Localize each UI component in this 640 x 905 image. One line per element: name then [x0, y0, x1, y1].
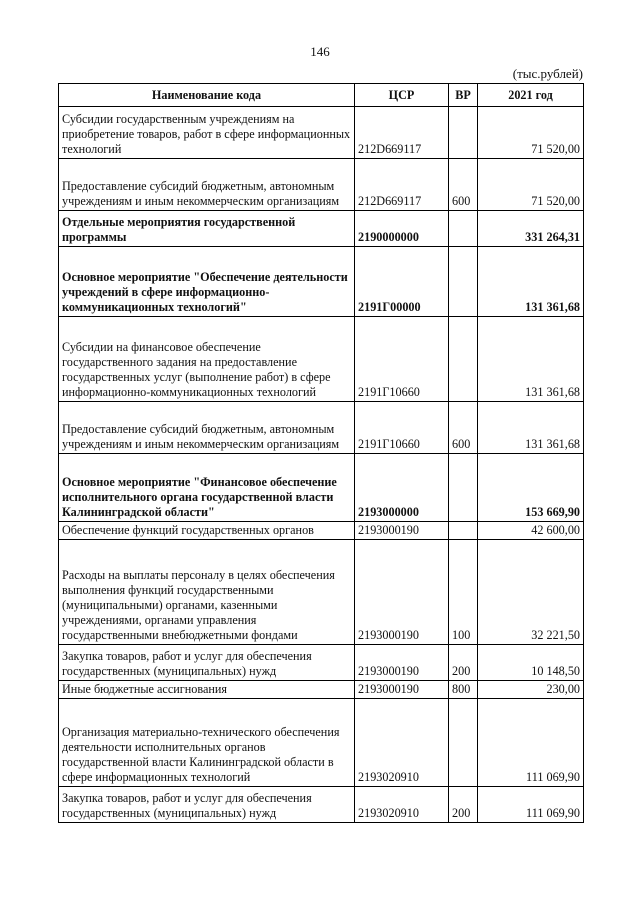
table-row: [59, 787, 584, 823]
table-row: [59, 247, 584, 317]
row-csr: 2193000190: [355, 540, 449, 645]
row-csr: 2193020910: [355, 787, 449, 823]
row-vr: [449, 317, 478, 402]
table-row: [59, 540, 584, 645]
row-csr: 2191Г10660: [355, 402, 449, 454]
row-vr: [449, 211, 478, 247]
table-header-row: [59, 84, 584, 107]
table-row: [59, 522, 584, 540]
row-name: Субсидии государственным учреждениям на приобретение товаров, работ в сфере информационных технологий: [59, 107, 355, 159]
row-amount: 230,00: [478, 681, 584, 699]
row-amount: 71 520,00: [478, 107, 584, 159]
row-vr: [449, 699, 478, 787]
row-amount: 71 520,00: [478, 159, 584, 211]
row-name: Отдельные мероприятия государственной программы: [59, 211, 355, 247]
budget-table: [58, 83, 584, 823]
column-header-vr: ВР: [449, 84, 478, 107]
row-vr: 800: [449, 681, 478, 699]
row-name: Закупка товаров, работ и услуг для обеспечения государственных (муниципальных) нужд: [59, 787, 355, 823]
row-csr: 2193000190: [355, 645, 449, 681]
row-name: Предоставление субсидий бюджетным, автономным учреждениям и иным некоммерческим организациям: [59, 402, 355, 454]
row-amount: 131 361,68: [478, 402, 584, 454]
row-name: Предоставление субсидий бюджетным, автономным учреждениям и иным некоммерческим организациям: [59, 159, 355, 211]
row-amount: 153 669,90: [478, 454, 584, 522]
units-label: (тыс.рублей): [512, 66, 583, 81]
row-vr: 600: [449, 402, 478, 454]
row-vr: 200: [449, 787, 478, 823]
row-name: Организация материально-технического обеспечения деятельности исполнительных органов государственной власти Калининградской области в сфере информационных технологий: [59, 699, 355, 787]
row-amount: 131 361,68: [478, 317, 584, 402]
table-row: [59, 699, 584, 787]
row-vr: [449, 454, 478, 522]
column-header-name: Наименование кода: [59, 84, 355, 107]
row-csr: 2191Г10660: [355, 317, 449, 402]
row-csr: 2190000000: [355, 211, 449, 247]
row-vr: 200: [449, 645, 478, 681]
table-row: [59, 159, 584, 211]
row-csr: 212D669117: [355, 159, 449, 211]
page-number: 146: [310, 44, 330, 59]
row-amount: 42 600,00: [478, 522, 584, 540]
row-vr: [449, 107, 478, 159]
row-name: Основное мероприятие "Финансовое обеспечение исполнительного органа государственной власти Калининградской области": [59, 454, 355, 522]
row-vr: [449, 247, 478, 317]
row-amount: 10 148,50: [478, 645, 584, 681]
table-row: [59, 107, 584, 159]
row-name: Основное мероприятие "Обеспечение деятельности учреждений в сфере информационно-коммуникационных технологий": [59, 247, 355, 317]
row-csr: 2191Г00000: [355, 247, 449, 317]
row-name: Субсидии на финансовое обеспечение государственного задания на предоставление государственных услуг (выполнение работ) в сфере информационно-коммуникационных технологий: [59, 317, 355, 402]
row-csr: 2193000190: [355, 681, 449, 699]
column-header-csr: ЦСР: [355, 84, 449, 107]
row-name: Иные бюджетные ассигнования: [59, 681, 355, 699]
row-amount: 331 264,31: [478, 211, 584, 247]
table-row: [59, 454, 584, 522]
row-vr: [449, 522, 478, 540]
table-row: [59, 211, 584, 247]
table-row: [59, 681, 584, 699]
row-amount: 111 069,90: [478, 699, 584, 787]
table-row: [59, 645, 584, 681]
table-row: [59, 402, 584, 454]
row-amount: 131 361,68: [478, 247, 584, 317]
row-name: Обеспечение функций государственных органов: [59, 522, 355, 540]
row-csr: 2193020910: [355, 699, 449, 787]
row-name: Закупка товаров, работ и услуг для обеспечения государственных (муниципальных) нужд: [59, 645, 355, 681]
row-vr: 100: [449, 540, 478, 645]
column-header-amount: 2021 год: [478, 84, 584, 107]
table-row: [59, 317, 584, 402]
row-csr: 2193000190: [355, 522, 449, 540]
row-amount: 111 069,90: [478, 787, 584, 823]
row-csr: 212D669117: [355, 107, 449, 159]
row-amount: 32 221,50: [478, 540, 584, 645]
row-csr: 2193000000: [355, 454, 449, 522]
row-name: Расходы на выплаты персоналу в целях обеспечения выполнения функций государственными (муниципальными) органами, казенными учреждениями, органами управления государственными внебюджетными фондами: [59, 540, 355, 645]
row-vr: 600: [449, 159, 478, 211]
